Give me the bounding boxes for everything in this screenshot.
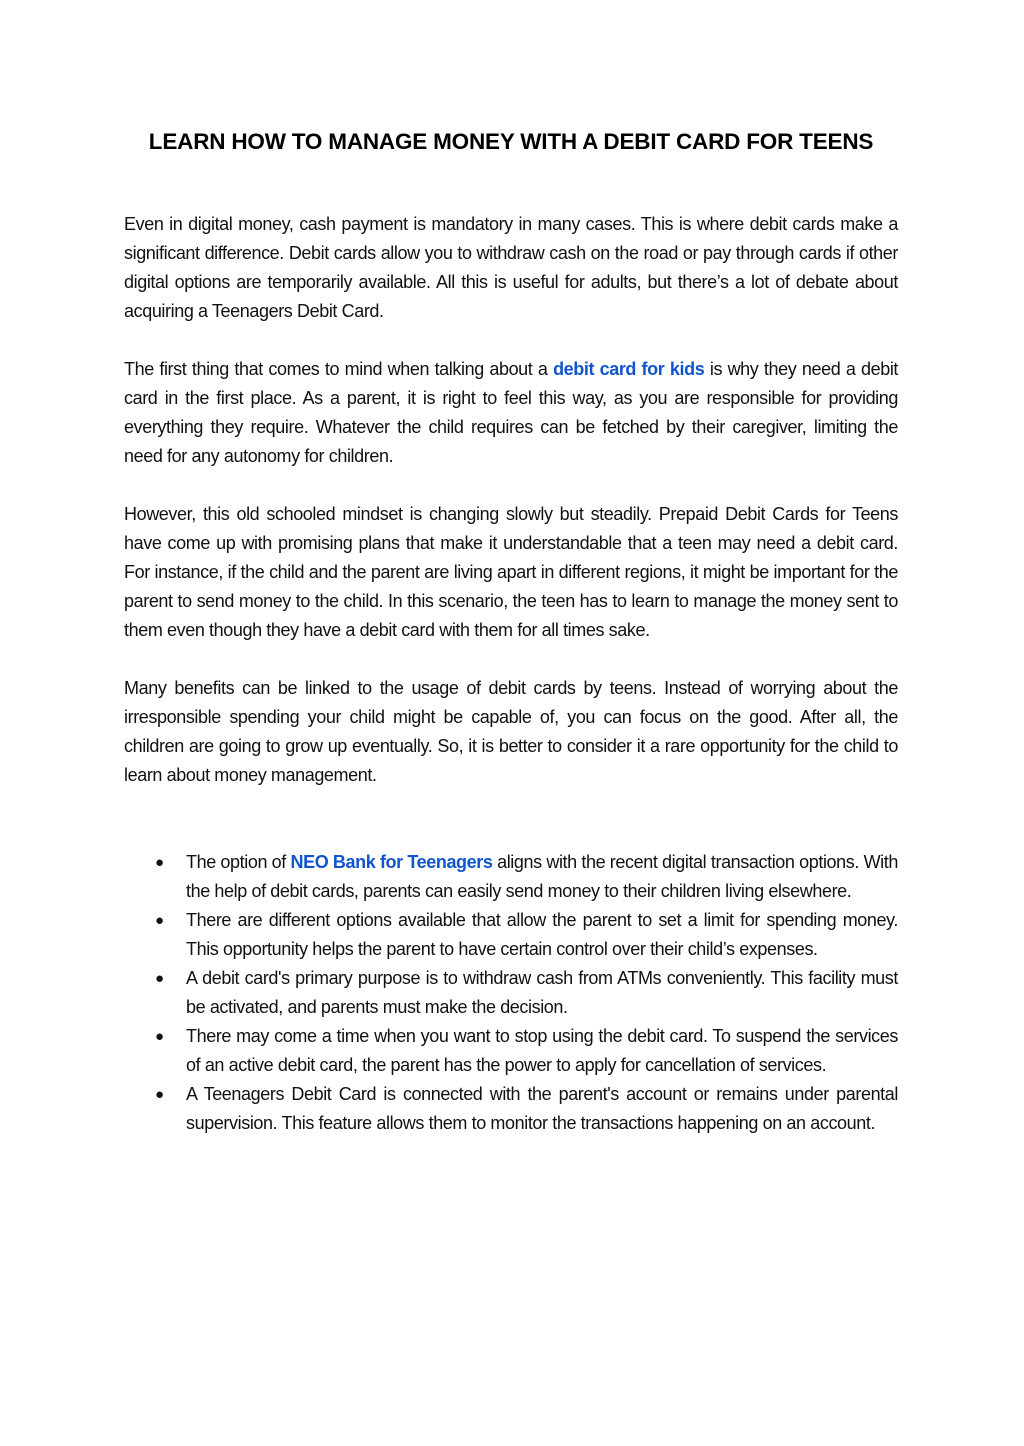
- bullet-icon: ●: [155, 912, 164, 929]
- bullet-icon: ●: [155, 1086, 164, 1103]
- debit-card-for-kids-link[interactable]: debit card for kids: [553, 359, 705, 379]
- list-item: [124, 1022, 898, 1080]
- list-item-text: There may come a time when you want to stop using the debit card. To suspend the services of an active debit card, the parent has the power to apply for cancellation of services.: [186, 1026, 898, 1075]
- paragraph-mindset: However, this old schooled mindset is changing slowly but steadily. Prepaid Debit Cards for Teens have come up with promising plans that make it understandable that a teen may need a debit card. For instance, if the child and the parent are living apart in different regions, it might be important for the parent to send money to the child. In this scenario, the teen has to learn to manage the money sent to them even though they have a debit card with them for all times sake.: [124, 504, 898, 640]
- list-item-text: aligns with the recent digital transaction options. With the help of debit cards, parents can easily send money to their children living elsewhere.: [186, 852, 898, 901]
- list-item: [124, 906, 898, 964]
- list-item-text: A Teenagers Debit Card is connected with the parent's account or remains under parental supervision. This feature allows them to monitor the transactions happening on an account.: [186, 1084, 898, 1133]
- paragraph-text: is why they need a debit card in the first place. As a parent, it is right to feel this way, as you are responsible for providing everything they require. Whatever the child requires can be fetched by their caregiver, limiting the need for any autonomy for children.: [124, 359, 899, 466]
- list-item-text: The option of: [186, 852, 291, 872]
- paragraph-debit-card-for-kids: [124, 355, 898, 471]
- benefits-list: [124, 848, 898, 1138]
- list-item: [124, 848, 898, 906]
- list-item: [124, 1080, 898, 1138]
- neo-bank-for-teenagers-link[interactable]: NEO Bank for Teenagers: [290, 852, 493, 872]
- paragraph-intro: Even in digital money, cash payment is mandatory in many cases. This is where debit cards make a significant difference. Debit cards allow you to withdraw cash on the road or pay through cards if other digital options are temporarily available. All this is useful for adults, but there’s a lot of debate about acquiring a Teenagers Debit Card.: [124, 214, 898, 321]
- list-item-text: There are different options available that allow the parent to set a limit for spending money. This opportunity helps the parent to have certain control over their child’s expenses.: [186, 910, 898, 959]
- list-item: [124, 964, 898, 1022]
- paragraph-benefits: Many benefits can be linked to the usage of debit cards by teens. Instead of worrying about the irresponsible spending your child might be capable of, you can focus on the good. After all, the children are going to grow up eventually. So, it is better to consider it a rare opportunity for the child to learn about money management.: [124, 678, 898, 785]
- paragraph-text: The first thing that comes to mind when talking about a: [124, 359, 554, 379]
- list-item-text: A debit card's primary purpose is to withdraw cash from ATMs conveniently. This facility must be activated, and parents must make the decision.: [186, 968, 898, 1017]
- page-title: LEARN HOW TO MANAGE MONEY WITH A DEBIT CARD FOR TEENS: [148, 129, 874, 154]
- bullet-icon: ●: [155, 854, 164, 871]
- bullet-icon: ●: [155, 970, 164, 987]
- bullet-icon: ●: [155, 1028, 164, 1045]
